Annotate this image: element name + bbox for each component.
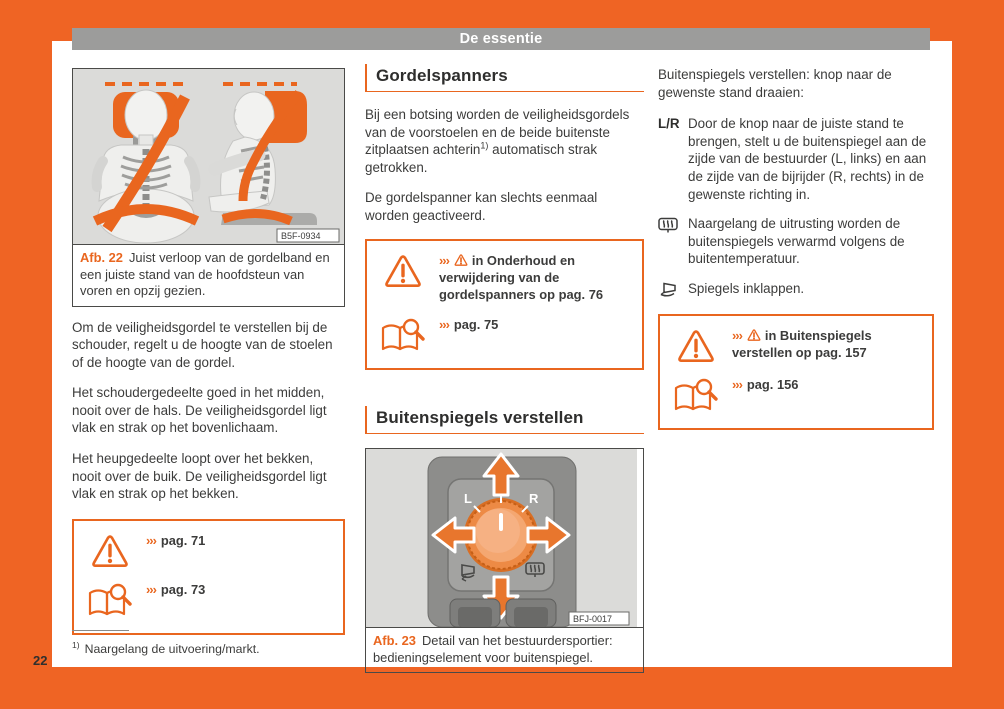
chapter-header-bar: [72, 28, 930, 50]
paragraph: Om de veiligheidsgordel te verstellen bij de schouder, regelt u de hoogte van de stoelen of de hoogte van de gordel.: [72, 319, 333, 370]
item-text: Naargelang de uitrusting worden de buitenspiegels verwarmd volgens de buitentemperatuur.: [688, 216, 905, 267]
figure-id-label: B5F-0934: [281, 231, 321, 241]
reference-box: [365, 239, 644, 371]
reference-box: [658, 314, 934, 430]
paragraph: De gordelspanner kan slechts eenmaal worden geactiveerd.: [365, 190, 598, 223]
warning-triangle-icon: [367, 253, 439, 288]
footnote-divider: [72, 630, 129, 631]
book-reference-row: ››› pag. 156: [660, 377, 922, 414]
figure-caption: [366, 627, 643, 672]
key-label-lr: L/R: [658, 116, 680, 132]
figure-caption: [73, 244, 344, 306]
fold-mirror-icon: [658, 280, 688, 302]
warning-reference-row: ››› in Buitenspiegels verstellen op pag. 157: [660, 328, 922, 363]
chapter-title: De essentie: [459, 31, 543, 47]
footnote: [72, 640, 260, 656]
section-title: Buitenspiegels verstellen: [376, 408, 584, 428]
warning-triangle-icon: [660, 328, 732, 363]
seatbelt-illustration: [73, 69, 344, 244]
figure-caption-text: Detail van het bestuurdersportier: bedieningselement voor buitenspiegel.: [373, 633, 613, 665]
warning-reference-row: ››› pag. 71: [74, 533, 333, 568]
mirror-control-illustration: [366, 449, 637, 627]
book-page-ref: pag. 73: [160, 581, 206, 597]
intro-paragraph: Buitenspiegels verstellen: knop naar de gewenste stand draaien:: [658, 67, 892, 100]
book-reference-row: ››› pag. 73: [74, 582, 333, 619]
knob-label-right: R: [529, 491, 539, 507]
section-heading-gordelspanners: [365, 64, 644, 92]
warning-ref-text: in Buitenspiegels verstellen op pag. 157: [732, 327, 872, 361]
column-middle: [365, 64, 644, 673]
section-title: Gordelspanners: [376, 66, 508, 85]
footnote-ref: 1): [480, 140, 489, 151]
page-number: 22: [33, 653, 48, 668]
list-item-lr: [658, 115, 934, 203]
item-text: Door de knop naar de juiste stand te brengen, stelt u de buitenspiegel aan de zijde van de bestuurder (L, links) en aan de zijde van de bijrijder (R, rechts) in de gewenste richting in.: [688, 116, 927, 202]
knob-label-left: L: [464, 491, 472, 507]
paragraph: Het schoudergedeelte goed in het midden, nooit over de hals. De veiligheidsgordel ligt vlak en strak op het bovenlichaam.: [72, 385, 327, 436]
heated-mirror-icon: [658, 215, 688, 268]
book-magnifier-icon: [660, 377, 732, 414]
warning-triangle-inline-icon: [454, 254, 468, 271]
figure-number: Afb. 22: [80, 250, 123, 265]
paragraph: Het heupgedeelte loopt over het bekken, nooit over de buik. De veiligheidsgordel ligt vlak en strak op het bekken.: [72, 451, 327, 502]
warning-ref-text: in Onderhoud en verwijdering van de gordelspanners op pag. 76: [439, 252, 604, 302]
warning-triangle-icon: [74, 533, 146, 568]
figure-mirror-control: [365, 448, 644, 673]
figure-number: Afb. 23: [373, 633, 416, 649]
figure-caption-text: Juist verloop van de gordelband en een juiste stand van de hoofdsteun van voren en opzij gezien.: [80, 250, 330, 298]
paragraph: Bij een botsing worden de veiligheidsgordels van de voorstoelen en de beide buitenste zitplaatsen achterin$^{1)}$ automatisch strak getrokken.: [365, 107, 630, 175]
column-right: [658, 66, 934, 430]
column-left: [72, 68, 345, 635]
book-magnifier-icon: [367, 317, 439, 354]
list-item-heated: [658, 215, 934, 268]
figure-seatbelt: [72, 68, 345, 307]
footnote-text: Naargelang de uitvoering/markt.: [84, 642, 260, 657]
book-page-ref: pag. 75: [453, 317, 499, 333]
warning-reference-row: ››› in Onderhoud en verwijdering van de gordelspanners op pag. 76: [367, 253, 632, 304]
warning-page-ref: pag. 71: [160, 532, 206, 548]
book-page-ref: pag. 156: [746, 376, 799, 392]
book-magnifier-icon: [74, 582, 146, 619]
figure-id-label: BFJ-0017: [573, 614, 613, 625]
item-text: Spiegels inklappen.: [688, 280, 805, 296]
list-item-fold: [658, 280, 934, 302]
section-heading-buitenspiegels: [365, 406, 644, 434]
footnote-marker: 1): [72, 640, 80, 650]
reference-box: [72, 519, 345, 635]
warning-triangle-inline-icon: [747, 329, 761, 346]
book-reference-row: ››› pag. 75: [367, 317, 632, 354]
